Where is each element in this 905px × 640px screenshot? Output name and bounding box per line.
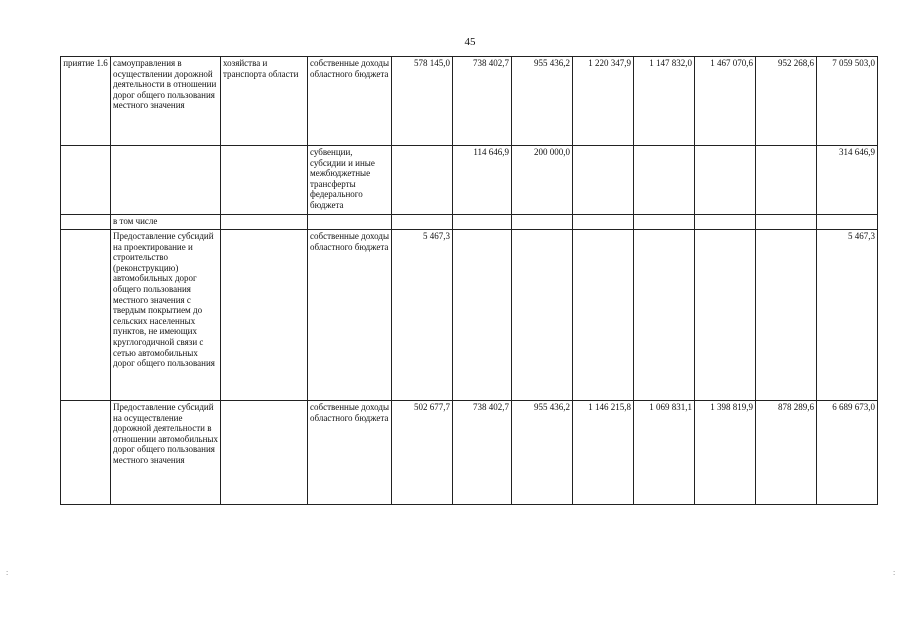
value-cell: 738 402,7: [453, 57, 512, 146]
value-cell: 1 398 819,9: [695, 401, 756, 505]
value-cell: [573, 146, 634, 215]
value-cell: [453, 230, 512, 401]
measure-name-cell: в том числе: [111, 215, 221, 230]
value-cell: [512, 230, 573, 401]
table-row: [61, 215, 878, 230]
measure-name-cell: [111, 146, 221, 215]
measure-name-cell: Предоставление субсидий на осуществление дорожной деятельности в отношении автомобильных дорог общего пользования местного значения: [111, 401, 221, 505]
total-cell: 314 646,9: [817, 146, 878, 215]
table-row: [61, 146, 878, 215]
page-number: 45: [464, 36, 476, 48]
value-cell: [392, 146, 453, 215]
value-cell: 502 677,7: [392, 401, 453, 505]
executor-cell: [221, 230, 308, 401]
table-row: [61, 57, 878, 146]
executor-cell: [221, 215, 308, 230]
value-cell: 955 436,2: [512, 57, 573, 146]
value-cell: 1 146 215,8: [573, 401, 634, 505]
measure-name-cell: Предоставление субсидий на проектирование и строительство (реконструкцию) автомобильных дорог общего пользования местного значения с твердым покрытием до сельских населенных пунктов, не имеющих круглогодичной связи с сетью автомобильных дорог общего пользования: [111, 230, 221, 401]
value-cell: [695, 146, 756, 215]
measure-number-cell: [61, 215, 111, 230]
value-cell: 1 467 070,6: [695, 57, 756, 146]
table-row: [61, 230, 878, 401]
value-cell: [756, 215, 817, 230]
funding-source-cell: собственные доходы областного бюджета: [308, 230, 392, 401]
table-row: [61, 401, 878, 505]
funding-source-cell: субвенции, субсидии и иные межбюджетные трансферты федерального бюджета: [308, 146, 392, 215]
value-cell: 114 646,9: [453, 146, 512, 215]
value-cell: [573, 230, 634, 401]
value-cell: 878 289,6: [756, 401, 817, 505]
value-cell: 578 145,0: [392, 57, 453, 146]
value-cell: [756, 146, 817, 215]
value-cell: [756, 230, 817, 401]
value-cell: [512, 215, 573, 230]
value-cell: [634, 146, 695, 215]
value-cell: 952 268,6: [756, 57, 817, 146]
value-cell: [695, 230, 756, 401]
executor-cell: [221, 401, 308, 505]
measure-name-cell: самоуправления в осуществлении дорожной деятельности в отношении дорог общего пользования местного значения: [111, 57, 221, 146]
measure-number-cell: [61, 401, 111, 505]
total-cell: [817, 215, 878, 230]
budget-table: [60, 56, 878, 505]
total-cell: 6 689 673,0: [817, 401, 878, 505]
value-cell: 1 069 831,1: [634, 401, 695, 505]
value-cell: 5 467,3: [392, 230, 453, 401]
measure-number-cell: [61, 146, 111, 215]
total-cell: 5 467,3: [817, 230, 878, 401]
executor-cell: хозяйства и транспорта области: [221, 57, 308, 146]
value-cell: [573, 215, 634, 230]
funding-source-cell: [308, 215, 392, 230]
value-cell: 1 220 347,9: [573, 57, 634, 146]
value-cell: [634, 230, 695, 401]
value-cell: [695, 215, 756, 230]
funding-source-cell: собственные доходы областного бюджета: [308, 57, 392, 146]
table-body: [61, 57, 878, 505]
value-cell: 1 147 832,0: [634, 57, 695, 146]
right-edge-mark: :: [893, 568, 896, 577]
value-cell: 200 000,0: [512, 146, 573, 215]
left-edge-mark: :: [6, 568, 9, 577]
funding-source-cell: собственные доходы областного бюджета: [308, 401, 392, 505]
value-cell: [634, 215, 695, 230]
value-cell: 955 436,2: [512, 401, 573, 505]
value-cell: [453, 215, 512, 230]
total-cell: 7 059 503,0: [817, 57, 878, 146]
measure-number-cell: [61, 230, 111, 401]
measure-number-cell: приятие 1.6: [61, 57, 111, 146]
value-cell: 738 402,7: [453, 401, 512, 505]
value-cell: [392, 215, 453, 230]
executor-cell: [221, 146, 308, 215]
